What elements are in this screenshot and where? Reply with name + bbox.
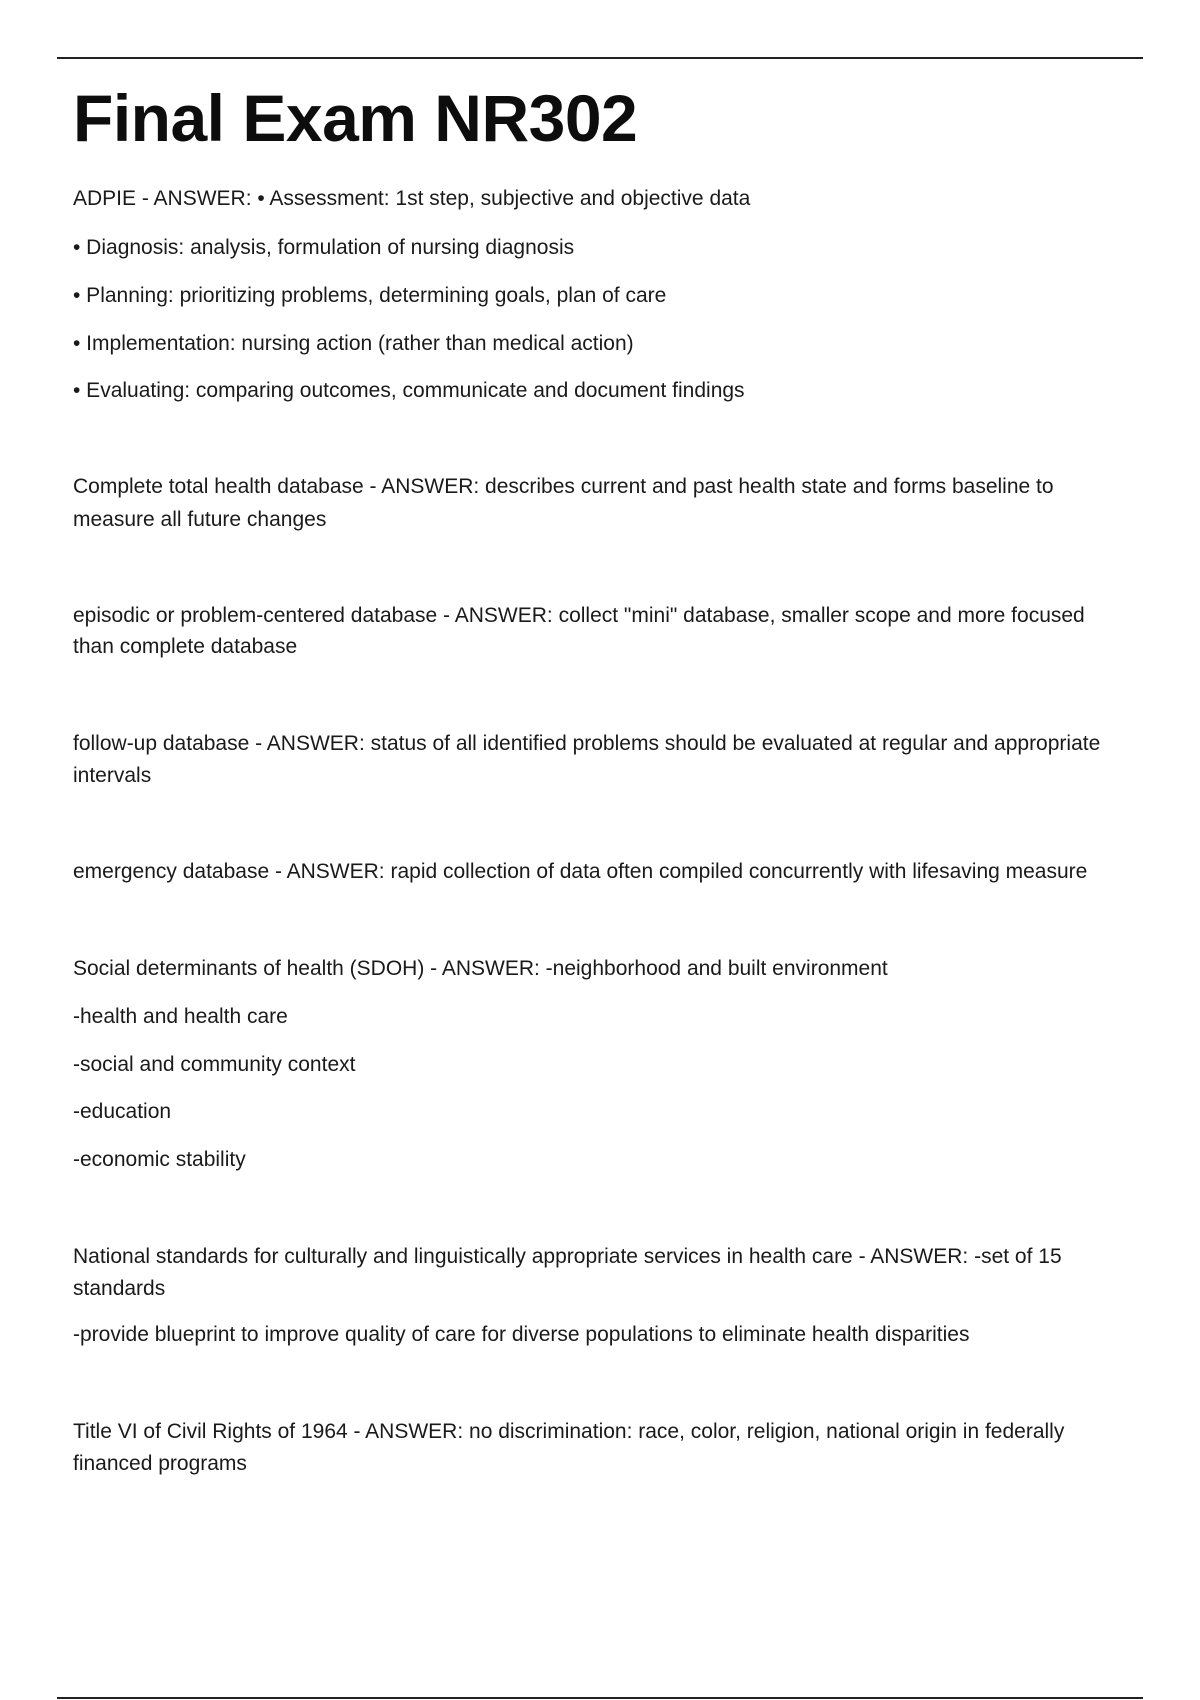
title-vi-line-2: financed programs bbox=[73, 1452, 247, 1475]
page-title: Final Exam NR302 bbox=[73, 81, 638, 155]
sdoh-line-2: -health and health care bbox=[73, 1005, 288, 1028]
episodic-database-line-2: than complete database bbox=[73, 635, 298, 658]
follow-up-database-line-2: intervals bbox=[73, 764, 152, 787]
complete-database-line-2: measure all future changes bbox=[73, 508, 327, 531]
clas-standards-line-2: standards bbox=[73, 1277, 166, 1300]
adpie-line-3: • Planning: prioritizing problems, determining goals, plan of care bbox=[73, 284, 667, 307]
clas-standards-line-3: -provide blueprint to improve quality of care for diverse populations to eliminate health disparities bbox=[73, 1323, 970, 1346]
adpie-line-5: • Evaluating: comparing outcomes, communicate and document findings bbox=[73, 379, 745, 402]
sdoh-line-1: Social determinants of health (SDOH) - ANSWER: -neighborhood and built environment bbox=[73, 957, 888, 980]
adpie-line-4: • Implementation: nursing action (rather than medical action) bbox=[73, 332, 634, 355]
emergency-database-line: emergency database - ANSWER: rapid collection of data often compiled concurrently with lifesaving measure bbox=[73, 860, 1088, 883]
complete-database-line-1: Complete total health database - ANSWER: describes current and past health state and forms baseline to bbox=[73, 475, 1054, 498]
adpie-line-1: ADPIE - ANSWER: • Assessment: 1st step, subjective and objective data bbox=[73, 187, 751, 210]
clas-standards-line-1: National standards for culturally and linguistically appropriate services in health care - ANSWER: -set of 15 bbox=[73, 1245, 1062, 1268]
sdoh-line-4: -education bbox=[73, 1100, 172, 1123]
sdoh-line-3: -social and community context bbox=[73, 1053, 356, 1076]
follow-up-database-line-1: follow-up database - ANSWER: status of all identified problems should be evaluated at regular and appropriate bbox=[73, 732, 1101, 755]
episodic-database-line-1: episodic or problem-centered database - ANSWER: collect "mini" database, smaller scope and more focused bbox=[73, 604, 1085, 627]
adpie-line-2: • Diagnosis: analysis, formulation of nursing diagnosis bbox=[73, 236, 575, 259]
top-divider bbox=[57, 57, 1143, 59]
title-vi-line-1: Title VI of Civil Rights of 1964 - ANSWER: no discrimination: race, color, religion, national origin in federally bbox=[73, 1420, 1065, 1443]
sdoh-line-5: -economic stability bbox=[73, 1148, 246, 1171]
bottom-divider bbox=[57, 1697, 1143, 1699]
